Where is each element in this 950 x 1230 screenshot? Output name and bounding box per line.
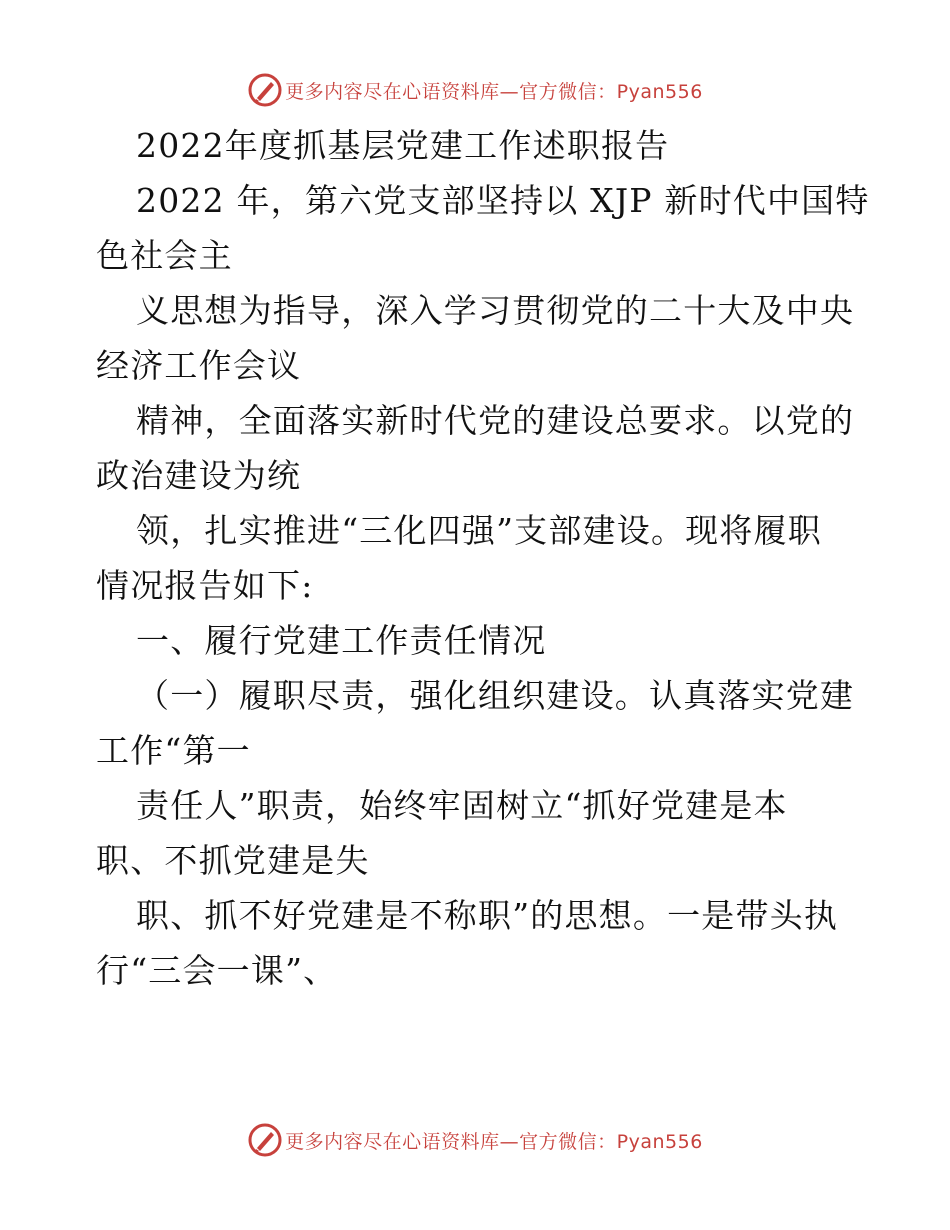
document-line: 情况报告如下: — [96, 566, 314, 605]
footer-watermark-banner — [0, 1118, 950, 1162]
watermark-text: 更多内容尽在心语资料库—官方微信：Pyan556 — [285, 80, 703, 103]
watermark-text: 更多内容尽在心语资料库—官方微信：Pyan556 — [285, 1130, 703, 1153]
document-line: 工作“第一 — [96, 731, 251, 770]
document-line: 职、抓不好党建是不称职”的思想。一是带头执 — [136, 896, 839, 935]
document-body — [96, 118, 870, 998]
pen-circle-logo-icon — [247, 72, 283, 108]
document-line: 领，扎实推进“三化四强”支部建设。现将履职 — [136, 511, 822, 550]
document-line: 职、不抓党建是失 — [96, 841, 370, 880]
document-line: 责任人”职责，始终牢固树立“抓好党建是本 — [136, 786, 788, 825]
header-watermark-banner — [0, 68, 950, 112]
document-line: 义思想为指导，深入学习贯彻党的二十大及中央 — [136, 291, 855, 330]
document-line: 精神，全面落实新时代党的建设总要求。以党的 — [136, 401, 855, 440]
document-line: 一、履行党建工作责任情况 — [136, 621, 547, 660]
document-line: 行“三会一课”、 — [96, 951, 338, 990]
document-line: 政治建设为统 — [96, 456, 302, 495]
document-line: （一）履职尽责，强化组织建设。认真落实党建 — [136, 676, 855, 715]
pen-circle-logo-icon — [247, 1122, 283, 1158]
document-line: 2022年度抓基层党建工作述职报告 — [136, 126, 670, 165]
document-line: 2022 年，第六党支部坚持以 XJP 新时代中国特 — [136, 181, 870, 220]
document-line: 色社会主 — [96, 236, 233, 275]
document-line: 经济工作会议 — [96, 346, 302, 385]
